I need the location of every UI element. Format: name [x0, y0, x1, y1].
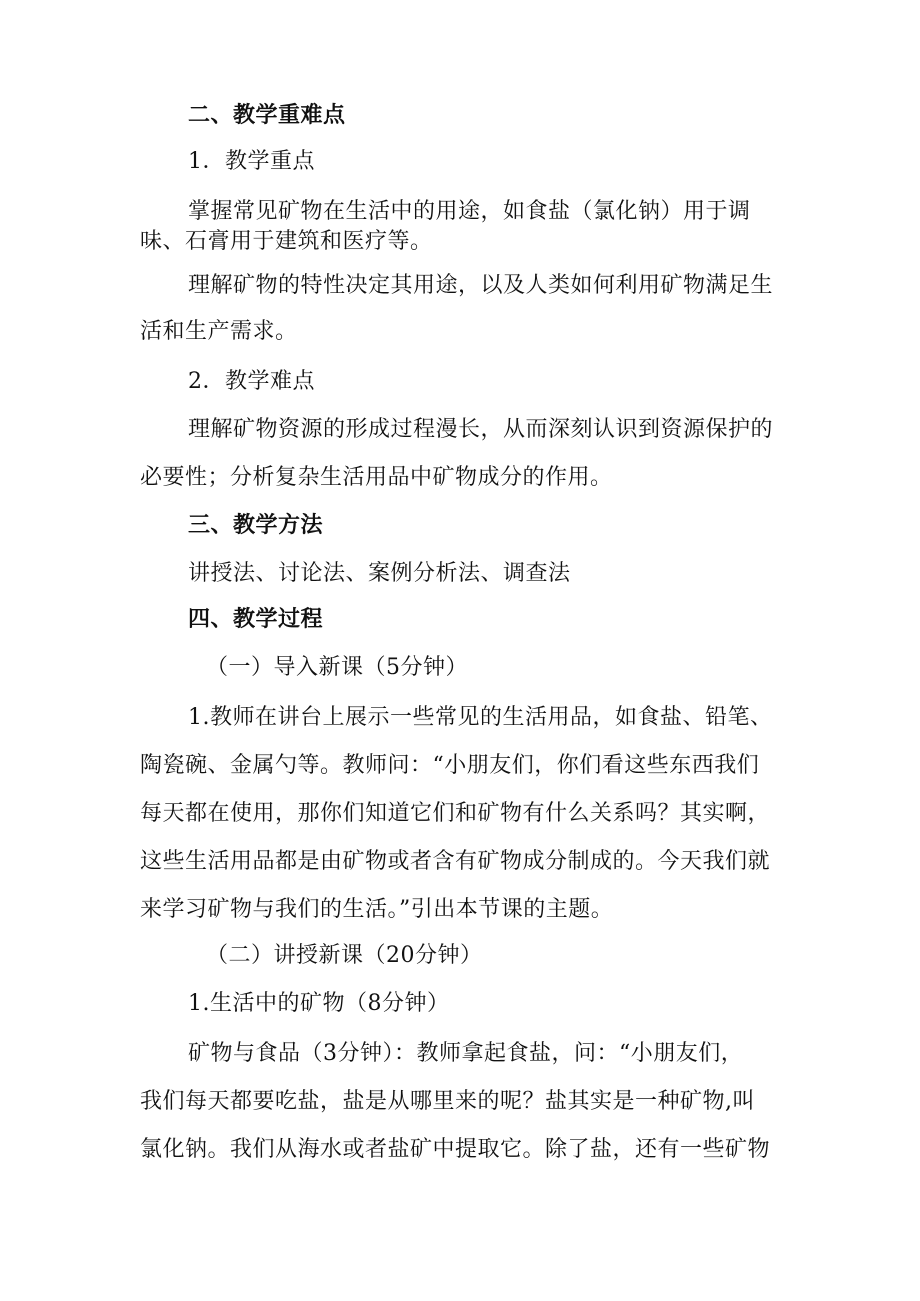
- paragraph-line: 味、石膏用于建筑和医疗等。: [140, 229, 433, 254]
- subheading-minerals-in-life: 1.生活中的矿物（8分钟）: [188, 991, 450, 1016]
- section-heading-teaching-methods: 三、教学方法: [188, 513, 324, 538]
- paragraph-line: 每天都在使用，那你们知道它们和矿物有什么关系吗？其实啊，: [140, 801, 771, 826]
- subheading-teaching-focus: 1．教学重点: [188, 149, 315, 174]
- section-heading-teaching-process: 四、教学过程: [188, 607, 324, 632]
- paragraph-line: 理解矿物资源的形成过程漫长，从而深刻认识到资源保护的: [188, 417, 774, 442]
- paragraph-line: 理解矿物的特性决定其用途，以及人类如何利用矿物满足生: [188, 273, 774, 298]
- paragraph-line: 掌握常见矿物在生活中的用途，如食盐（氯化钠）用于调: [188, 199, 751, 224]
- subheading-teaching-difficulty: 2．教学难点: [188, 369, 315, 394]
- paragraph-line: 氯化钠。我们从海水或者盐矿中提取它。除了盐，还有一些矿物: [140, 1137, 771, 1162]
- section-heading-key-difficult-points: 二、教学重难点: [188, 103, 346, 128]
- methods-text: 讲授法、讨论法、案例分析法、调查法: [188, 561, 571, 586]
- paragraph-line: 必要性；分析复杂生活用品中矿物成分的作用。: [140, 465, 613, 490]
- paragraph-line: 活和生产需求。: [140, 319, 298, 344]
- subheading-new-lesson: （二）讲授新课（20分钟）: [206, 943, 483, 968]
- subheading-introduction: （一）导入新课（5分钟）: [206, 655, 468, 680]
- paragraph-line: 1.教师在讲台上展示一些常见的生活用品，如食盐、铅笔、: [188, 705, 773, 730]
- paragraph-line: 我们每天都要吃盐，盐是从哪里来的呢？盐其实是一种矿物,叫: [140, 1089, 755, 1114]
- paragraph-line: 来学习矿物与我们的生活。”引出本节课的主题。: [140, 897, 614, 922]
- paragraph-line: 这些生活用品都是由矿物或者含有矿物成分制成的。今天我们就: [140, 849, 771, 874]
- paragraph-line: 陶瓷碗、金属勺等。教师问：“小朋友们，你们看这些东西我们: [140, 753, 760, 778]
- paragraph-line: 矿物与食品（3分钟）：教师拿起食盐，问：“小朋友们，: [188, 1041, 744, 1066]
